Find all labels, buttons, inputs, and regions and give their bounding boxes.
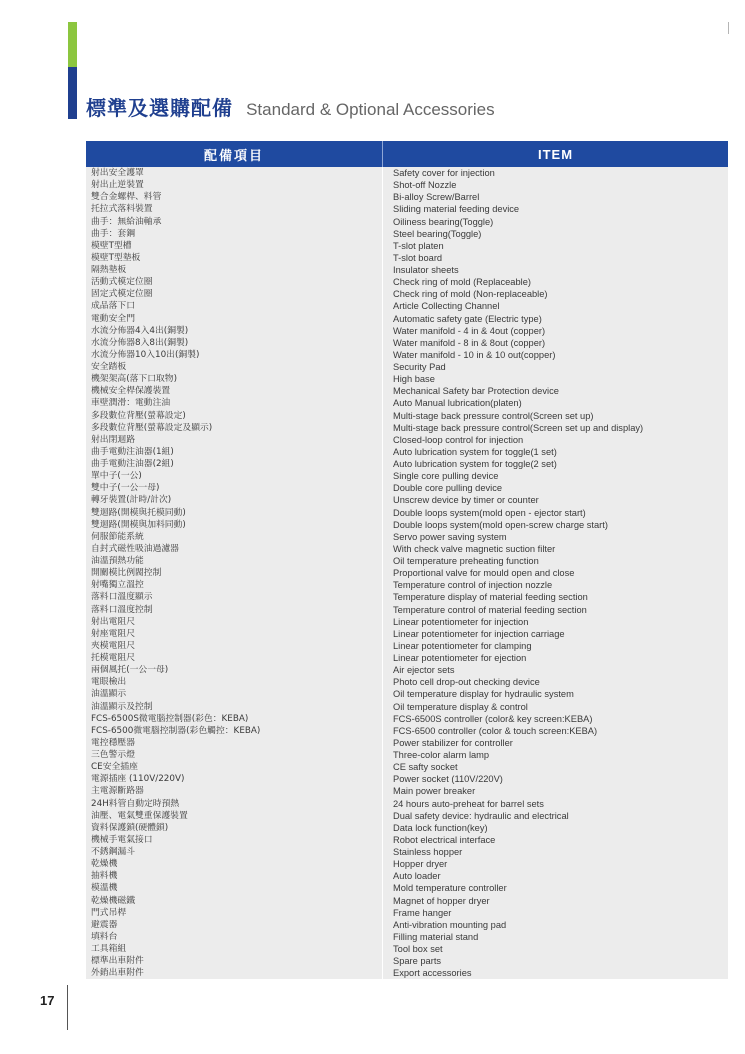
cell-item-english: Water manifold - 4 in & 4out (copper) [393, 325, 546, 336]
table-row [86, 834, 728, 846]
cell-item-english: Stainless hopper [393, 847, 463, 857]
column-header-chinese: 配備項目 [86, 141, 383, 167]
table-row [86, 870, 728, 882]
cell-item-chinese: 活動式模定位圈 [91, 277, 153, 288]
table-row [86, 179, 728, 191]
table-row [86, 349, 728, 361]
table-row [86, 252, 728, 264]
cell-item-chinese: 開關模比例閥控制 [91, 568, 162, 579]
cell-item-english: Photo cell drop-out checking device [393, 677, 540, 688]
cell-item-english: Automatic safety gate (Electric type) [393, 313, 542, 324]
cell-item-chinese: 電動安全門 [91, 313, 135, 324]
table-row [86, 410, 728, 422]
table-row [86, 725, 728, 737]
table-row [86, 579, 728, 591]
cell-item-chinese: 機架架高(落下口取物) [91, 374, 178, 385]
cell-item-english: Power socket (110V/220V) [393, 774, 503, 785]
cell-item-english: Anti-vibration mounting pad [393, 919, 507, 930]
cell-item-english: Frame hanger [393, 907, 452, 918]
cell-item-english: Security Pad [393, 362, 446, 372]
cell-item-chinese: FCS-6500微電腦控制器(彩色觸控：KEBA) [91, 725, 261, 736]
cell-item-english: Linear potentiometer for injection carriage [393, 628, 565, 639]
cell-item-english: Double loops system(mold open-screw charge start) [393, 519, 608, 530]
table-row [86, 373, 728, 385]
table-row [86, 798, 728, 810]
table-row [86, 482, 728, 494]
table-row [86, 494, 728, 506]
table-row [86, 737, 728, 749]
table-row [86, 167, 728, 179]
cell-item-english: Auto lubrication system for toggle(1 set) [393, 446, 557, 457]
cell-item-chinese: 門式吊桿 [91, 907, 127, 918]
cell-item-english: Auto loader [393, 871, 441, 882]
cell-item-chinese: 雙迴路(開模與加料同動) [91, 519, 186, 530]
cell-item-english: With check valve magnetic suction filter [393, 543, 556, 554]
table-row [86, 688, 728, 700]
cell-item-chinese: 安全踏板 [91, 362, 127, 372]
cell-item-english: Temperature control of injection nozzle [393, 580, 553, 591]
table-row [86, 288, 728, 300]
table-row [86, 749, 728, 761]
column-header-item: ITEM [537, 146, 574, 162]
cell-item-chinese: 落料口溫度控制 [91, 604, 153, 615]
cell-item-chinese: 乾燥機 [91, 859, 118, 870]
cell-item-chinese: 雙合金螺桿、料管 [91, 192, 162, 203]
table-row [86, 676, 728, 688]
cell-item-chinese: 避震器 [91, 919, 118, 930]
table-row [86, 846, 728, 858]
cell-item-english: High base [393, 374, 435, 385]
table-row [86, 458, 728, 470]
table-row [86, 228, 728, 240]
cell-item-chinese: 機械安全桿保護裝置 [91, 386, 171, 397]
cell-item-chinese: 油溫預熱功能 [91, 556, 144, 566]
cell-item-chinese: 多段數位背壓(螢幕設定及顯示) [91, 422, 213, 433]
cell-item-chinese: 多段數位背壓(螢幕設定) [91, 410, 186, 421]
cell-item-chinese: 單中子(一公) [91, 471, 142, 482]
cell-item-chinese: 乾燥機磁鐵 [91, 895, 135, 906]
cell-item-chinese: 24H料管自動定時預熱 [91, 798, 180, 809]
table-row [86, 785, 728, 797]
cell-item-english: Water manifold - 8 in & 8out (copper) [393, 337, 546, 348]
cell-item-english: T-slot platen [393, 240, 444, 251]
cell-item-chinese: 抽料機 [91, 871, 118, 882]
cell-item-english: Check ring of mold (Non-replaceable) [393, 289, 548, 300]
table-row [86, 531, 728, 543]
cell-item-english: Dual safety device: hydraulic and electrical [393, 810, 569, 821]
cell-item-english: Sliding material feeding device [393, 204, 520, 215]
cell-item-chinese: 射嘴獨立溫控 [91, 580, 144, 591]
cell-item-english: Oil temperature display & control [393, 701, 528, 712]
cell-item-english: Oiliness bearing(Toggle) [393, 216, 494, 227]
table-row [86, 422, 728, 434]
table-row [86, 361, 728, 373]
table-row [86, 858, 728, 870]
table-row [86, 761, 728, 773]
cell-item-chinese: 射出安全護罩 [91, 168, 144, 178]
cell-item-chinese: 填料台 [91, 931, 118, 942]
cell-item-chinese: 水流分佈器10入10出(銅製) [91, 349, 200, 360]
cell-item-english: Mechanical Safety bar Protection device [393, 386, 559, 397]
table-row [86, 640, 728, 652]
table-row [86, 191, 728, 203]
cell-item-chinese: 主電源斷路器 [91, 786, 144, 797]
cell-item-chinese: 兩個風托(一公一母) [91, 665, 169, 676]
cell-item-english: Hopper dryer [393, 859, 448, 870]
cell-item-english: 24 hours auto-preheat for barrel sets [393, 798, 544, 809]
table-row [86, 628, 728, 640]
table-row [86, 216, 728, 228]
cell-item-english: Robot electrical interface [393, 834, 496, 845]
table-row [86, 313, 728, 325]
cell-item-chinese: 自封式磁性吸油過濾器 [91, 543, 179, 554]
cell-item-chinese: 水流分佈器4入4出(銅製) [91, 325, 189, 336]
cell-item-english: Three-color alarm lamp [393, 750, 490, 760]
table-row [86, 810, 728, 822]
table-row [86, 907, 728, 919]
cell-item-english: Temperature display of material feeding section [393, 592, 588, 603]
cell-item-chinese: 曲手電動注油器(2組) [91, 459, 174, 469]
cell-item-english: Linear potentiometer for injection [393, 616, 529, 627]
cell-item-english: Auto Manual lubrication(platen) [393, 398, 522, 409]
cell-item-english: FCS-6500S controller (color& key screen:KEBA) [393, 713, 593, 724]
cell-item-english: Insulator sheets [393, 265, 459, 275]
cell-item-chinese: 資料保護鎖(硬體鎖) [91, 822, 169, 833]
table-row [86, 652, 728, 664]
table-row [86, 337, 728, 349]
cell-item-chinese: 隔熱墊板 [91, 265, 127, 275]
table-row [86, 325, 728, 337]
crop-mark [728, 22, 729, 34]
table-row [86, 567, 728, 579]
table-row [86, 664, 728, 676]
title-chinese: 標準及選購配備 [86, 96, 233, 120]
cell-item-chinese: 成品落下口 [91, 301, 135, 312]
cell-item-english: CE safty socket [393, 762, 458, 773]
cell-item-english: Single core pulling device [393, 471, 499, 482]
cell-item-english: Safety cover for injection [393, 168, 495, 178]
cell-item-chinese: 模壁T型槽 [91, 240, 132, 251]
accessories-table [86, 141, 728, 979]
table-row [86, 919, 728, 931]
table-row [86, 604, 728, 616]
cell-item-english: Filling material stand [393, 931, 479, 942]
table-row [86, 519, 728, 531]
cell-item-english: Temperature control of material feeding section [393, 604, 587, 615]
cell-item-chinese: 伺服節能系統 [91, 531, 144, 542]
table-row [86, 895, 728, 907]
page-title [86, 92, 495, 121]
cell-item-english: Unscrew device by timer or counter [393, 495, 539, 506]
cell-item-english: Check ring of mold (Replaceable) [393, 277, 531, 288]
cell-item-english: Shot-off Nozzle [393, 180, 457, 191]
table-row [86, 967, 728, 979]
table-row [86, 470, 728, 482]
cell-item-chinese: 油溫顯示及控制 [91, 701, 153, 712]
cell-item-chinese: 固定式模定位圈 [91, 289, 153, 300]
table-row [86, 240, 728, 252]
cell-item-chinese: FCS-6500S微電腦控制器(彩色：KEBA) [91, 713, 249, 724]
cell-item-english: Main power breaker [393, 786, 476, 797]
cell-item-english: Steel bearing(Toggle) [393, 228, 482, 239]
table-row [86, 931, 728, 943]
table-row [86, 713, 728, 725]
cell-item-english: Magnet of hopper dryer [393, 895, 490, 906]
cell-item-chinese: 油壓、電氣雙重保護裝置 [91, 810, 188, 821]
table-row [86, 300, 728, 312]
cell-item-english: Article Collecting Channel [393, 301, 500, 312]
cell-item-english: Auto lubrication system for toggle(2 set) [393, 459, 557, 469]
cell-item-chinese: 水流分佈器8入8出(銅製) [91, 337, 189, 348]
table-row [86, 543, 728, 555]
cell-item-english: Double core pulling device [393, 483, 503, 494]
cell-item-english: Oil temperature display for hydraulic system [393, 689, 574, 700]
cell-item-english: Servo power saving system [393, 531, 507, 542]
cell-item-english: Double loops system(mold open - ejector start) [393, 507, 586, 518]
cell-item-chinese: 射出閉迴路 [91, 434, 135, 445]
title-english: Standard & Optional Accessories [246, 100, 495, 119]
cell-item-chinese: 托拉式落料裝置 [91, 204, 153, 215]
cell-item-english: Air ejector sets [393, 665, 455, 676]
table-row [86, 773, 728, 785]
cell-item-english: Linear potentiometer for ejection [393, 653, 527, 663]
table-row [86, 555, 728, 567]
cell-item-chinese: 不銹鋼漏斗 [91, 847, 135, 857]
table-row [86, 507, 728, 519]
cell-item-chinese: 曲手：無給油軸承 [91, 216, 162, 227]
cell-item-chinese: 電眼檢出 [91, 677, 127, 688]
cell-item-english: Multi-stage back pressure control(Screen set up) [393, 410, 594, 421]
column-divider [382, 167, 383, 979]
accent-bar-green [68, 22, 77, 67]
table-header [86, 141, 728, 167]
cell-item-english: Export accessories [393, 968, 472, 979]
cell-item-english: Data lock function(key) [393, 822, 488, 833]
cell-item-chinese: 油溫顯示 [91, 689, 127, 700]
cell-item-chinese: 曲手電動注油器(1組) [91, 446, 174, 457]
cell-item-chinese: 射座電阻尺 [91, 628, 135, 639]
cell-item-chinese: 車壁潤滑：電動注油 [91, 398, 171, 409]
table-row [86, 616, 728, 628]
cell-item-english: Multi-stage back pressure control(Screen set up and display) [393, 422, 644, 433]
table-row [86, 822, 728, 834]
cell-item-chinese: 外銷出車附件 [91, 968, 144, 979]
cell-item-english: Tool box set [393, 944, 443, 954]
cell-item-chinese: 工具箱組 [91, 944, 127, 954]
table-row [86, 955, 728, 967]
cell-item-english: Linear potentiometer for clamping [393, 640, 532, 651]
table-row [86, 385, 728, 397]
cell-item-chinese: CE安全插座 [91, 762, 138, 773]
cell-item-english: Bi-alloy Screw/Barrel [393, 192, 480, 203]
page-number: 17 [40, 993, 55, 1008]
cell-item-english: Mold temperature controller [393, 883, 507, 894]
cell-item-chinese: 轉牙裝置(計時/計次) [91, 495, 172, 506]
table-row [86, 397, 728, 409]
table-row [86, 591, 728, 603]
cell-item-chinese: 電控穩壓器 [91, 737, 135, 748]
cell-item-chinese: 電源插座 (110V/220V) [91, 774, 185, 785]
table-row [86, 446, 728, 458]
table-row [86, 203, 728, 215]
table-row [86, 434, 728, 446]
cell-item-chinese: 夾模電阻尺 [91, 640, 135, 651]
accent-bar-blue [68, 67, 77, 119]
cell-item-english: Closed-loop control for injection [393, 434, 524, 445]
cell-item-chinese: 托模電阻尺 [91, 653, 135, 663]
cell-item-chinese: 雙迴路(開模與托模同動) [91, 507, 186, 518]
table-row [86, 264, 728, 276]
cell-item-chinese: 射出電阻尺 [91, 616, 135, 627]
cell-item-chinese: 三色警示燈 [91, 750, 135, 760]
cell-item-english: Proportional valve for mould open and close [393, 568, 575, 579]
cell-item-chinese: 標準出車附件 [91, 956, 144, 967]
cell-item-english: Water manifold - 10 in & 10 out(copper) [393, 349, 556, 360]
table-row [86, 701, 728, 713]
page-number-rule [67, 985, 68, 1030]
cell-item-english: T-slot board [393, 252, 443, 263]
cell-item-chinese: 曲手：套鋼 [91, 228, 135, 239]
cell-item-chinese: 模溫機 [91, 883, 118, 894]
cell-item-chinese: 模壁T型墊板 [91, 252, 141, 263]
cell-item-english: Power stabilizer for controller [393, 737, 513, 748]
table-body [86, 167, 728, 979]
table-row [86, 882, 728, 894]
cell-item-chinese: 射出止逆裝置 [91, 180, 144, 191]
cell-item-chinese: 機械手電氣接口 [91, 834, 153, 845]
cell-item-chinese: 落料口溫度顯示 [91, 592, 153, 603]
table-row [86, 276, 728, 288]
cell-item-english: Spare parts [393, 956, 442, 967]
cell-item-chinese: 雙中子(一公一母) [91, 483, 160, 494]
cell-item-english: FCS-6500 controller (color & touch screen:KEBA) [393, 725, 598, 736]
table-row [86, 943, 728, 955]
cell-item-english: Oil temperature preheating function [393, 556, 539, 566]
